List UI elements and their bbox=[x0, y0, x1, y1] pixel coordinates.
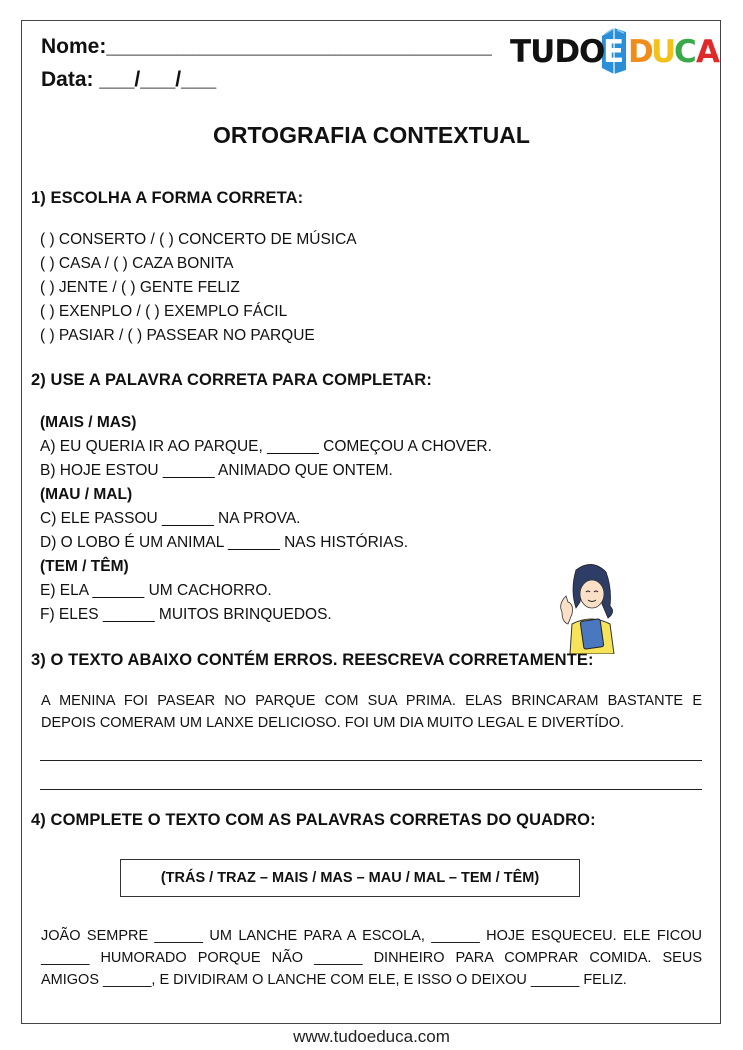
q1-option-row[interactable]: ( ) PASIAR / ( ) PASSEAR NO PARQUE bbox=[40, 327, 315, 344]
q3-erroneous-text-line: DEPOIS COMERAM UM LANXE DELICIOSO. FOI UM DIA MUITO LEGAL E DIVERTÍDO. bbox=[41, 715, 625, 731]
question-4-heading: 4) COMPLETE O TEXTO COM AS PALAVRAS CORRETAS DO QUADRO: bbox=[31, 811, 596, 829]
word-bank-box: (TRÁS / TRAZ – MAIS / MAS – MAU / MAL – TEM / TÊM) bbox=[120, 859, 580, 897]
q1-option-row[interactable]: ( ) CASA / ( ) CAZA BONITA bbox=[40, 255, 234, 272]
question-2-heading: 2) USE A PALAVRA CORRETA PARA COMPLETAR: bbox=[31, 371, 432, 389]
page-title: ORTOGRAFIA CONTEXTUAL bbox=[213, 122, 530, 148]
q4-fill-text-line[interactable]: JOÃO SEMPRE ______ UM LANCHE PARA A ESCOLA, ______ HOJE ESQUECEU. ELE FICOU bbox=[41, 928, 702, 944]
q2-fill-item[interactable]: F) ELES ______ MUITOS BRINQUEDOS. bbox=[40, 606, 332, 623]
q2-fill-item[interactable]: C) ELE PASSOU ______ NA PROVA. bbox=[40, 510, 301, 527]
answer-line[interactable] bbox=[40, 789, 702, 790]
question-1-heading: 1) ESCOLHA A FORMA CORRETA: bbox=[31, 189, 304, 207]
q4-fill-text-line[interactable]: ______ HUMORADO PORQUE NÃO ______ DINHEIRO PARA COMPRAR COMIDA. SEUS bbox=[41, 950, 702, 966]
date-field-label: Data: ___/___/___ bbox=[41, 68, 217, 91]
q2-fill-item[interactable]: B) HOJE ESTOU ______ ANIMADO QUE ONTEM. bbox=[40, 462, 393, 479]
q2-group-label: (TEM / TÊM) bbox=[40, 558, 129, 575]
q3-erroneous-text-line: A MENINA FOI PASEAR NO PARQUE COM SUA PRIMA. ELAS BRINCARAM BASTANTE E bbox=[41, 693, 702, 709]
footer-website: www.tudoeduca.com bbox=[293, 1027, 450, 1046]
tudoeduca-logo: TUDO E D U C A bbox=[510, 28, 720, 78]
girl-thumbs-up-illustration bbox=[552, 562, 630, 654]
question-3-heading: 3) O TEXTO ABAIXO CONTÉM ERROS. REESCREVA CORRETAMENTE: bbox=[31, 651, 594, 669]
name-field-label: Nome:_________________________________ bbox=[41, 35, 492, 58]
q4-fill-text-line[interactable]: AMIGOS ______, E DIVIDIRAM O LANCHE COM ELE, E ISSO O DEIXOU ______ FELIZ. bbox=[41, 972, 627, 988]
q2-group-label: (MAU / MAL) bbox=[40, 486, 133, 503]
answer-line[interactable] bbox=[40, 760, 702, 761]
q1-option-row[interactable]: ( ) EXENPLO / ( ) EXEMPLO FÁCIL bbox=[40, 303, 288, 320]
q2-fill-item[interactable]: E) ELA ______ UM CACHORRO. bbox=[40, 582, 272, 599]
q2-fill-item[interactable]: D) O LOBO É UM ANIMAL ______ NAS HISTÓRIAS. bbox=[40, 534, 409, 551]
q1-option-row[interactable]: ( ) CONSERTO / ( ) CONCERTO DE MÚSICA bbox=[40, 231, 357, 248]
q1-option-row[interactable]: ( ) JENTE / ( ) GENTE FELIZ bbox=[40, 279, 240, 296]
q2-fill-item[interactable]: A) EU QUERIA IR AO PARQUE, ______ COMEÇOU A CHOVER. bbox=[40, 438, 492, 455]
q2-group-label: (MAIS / MAS) bbox=[40, 414, 137, 431]
